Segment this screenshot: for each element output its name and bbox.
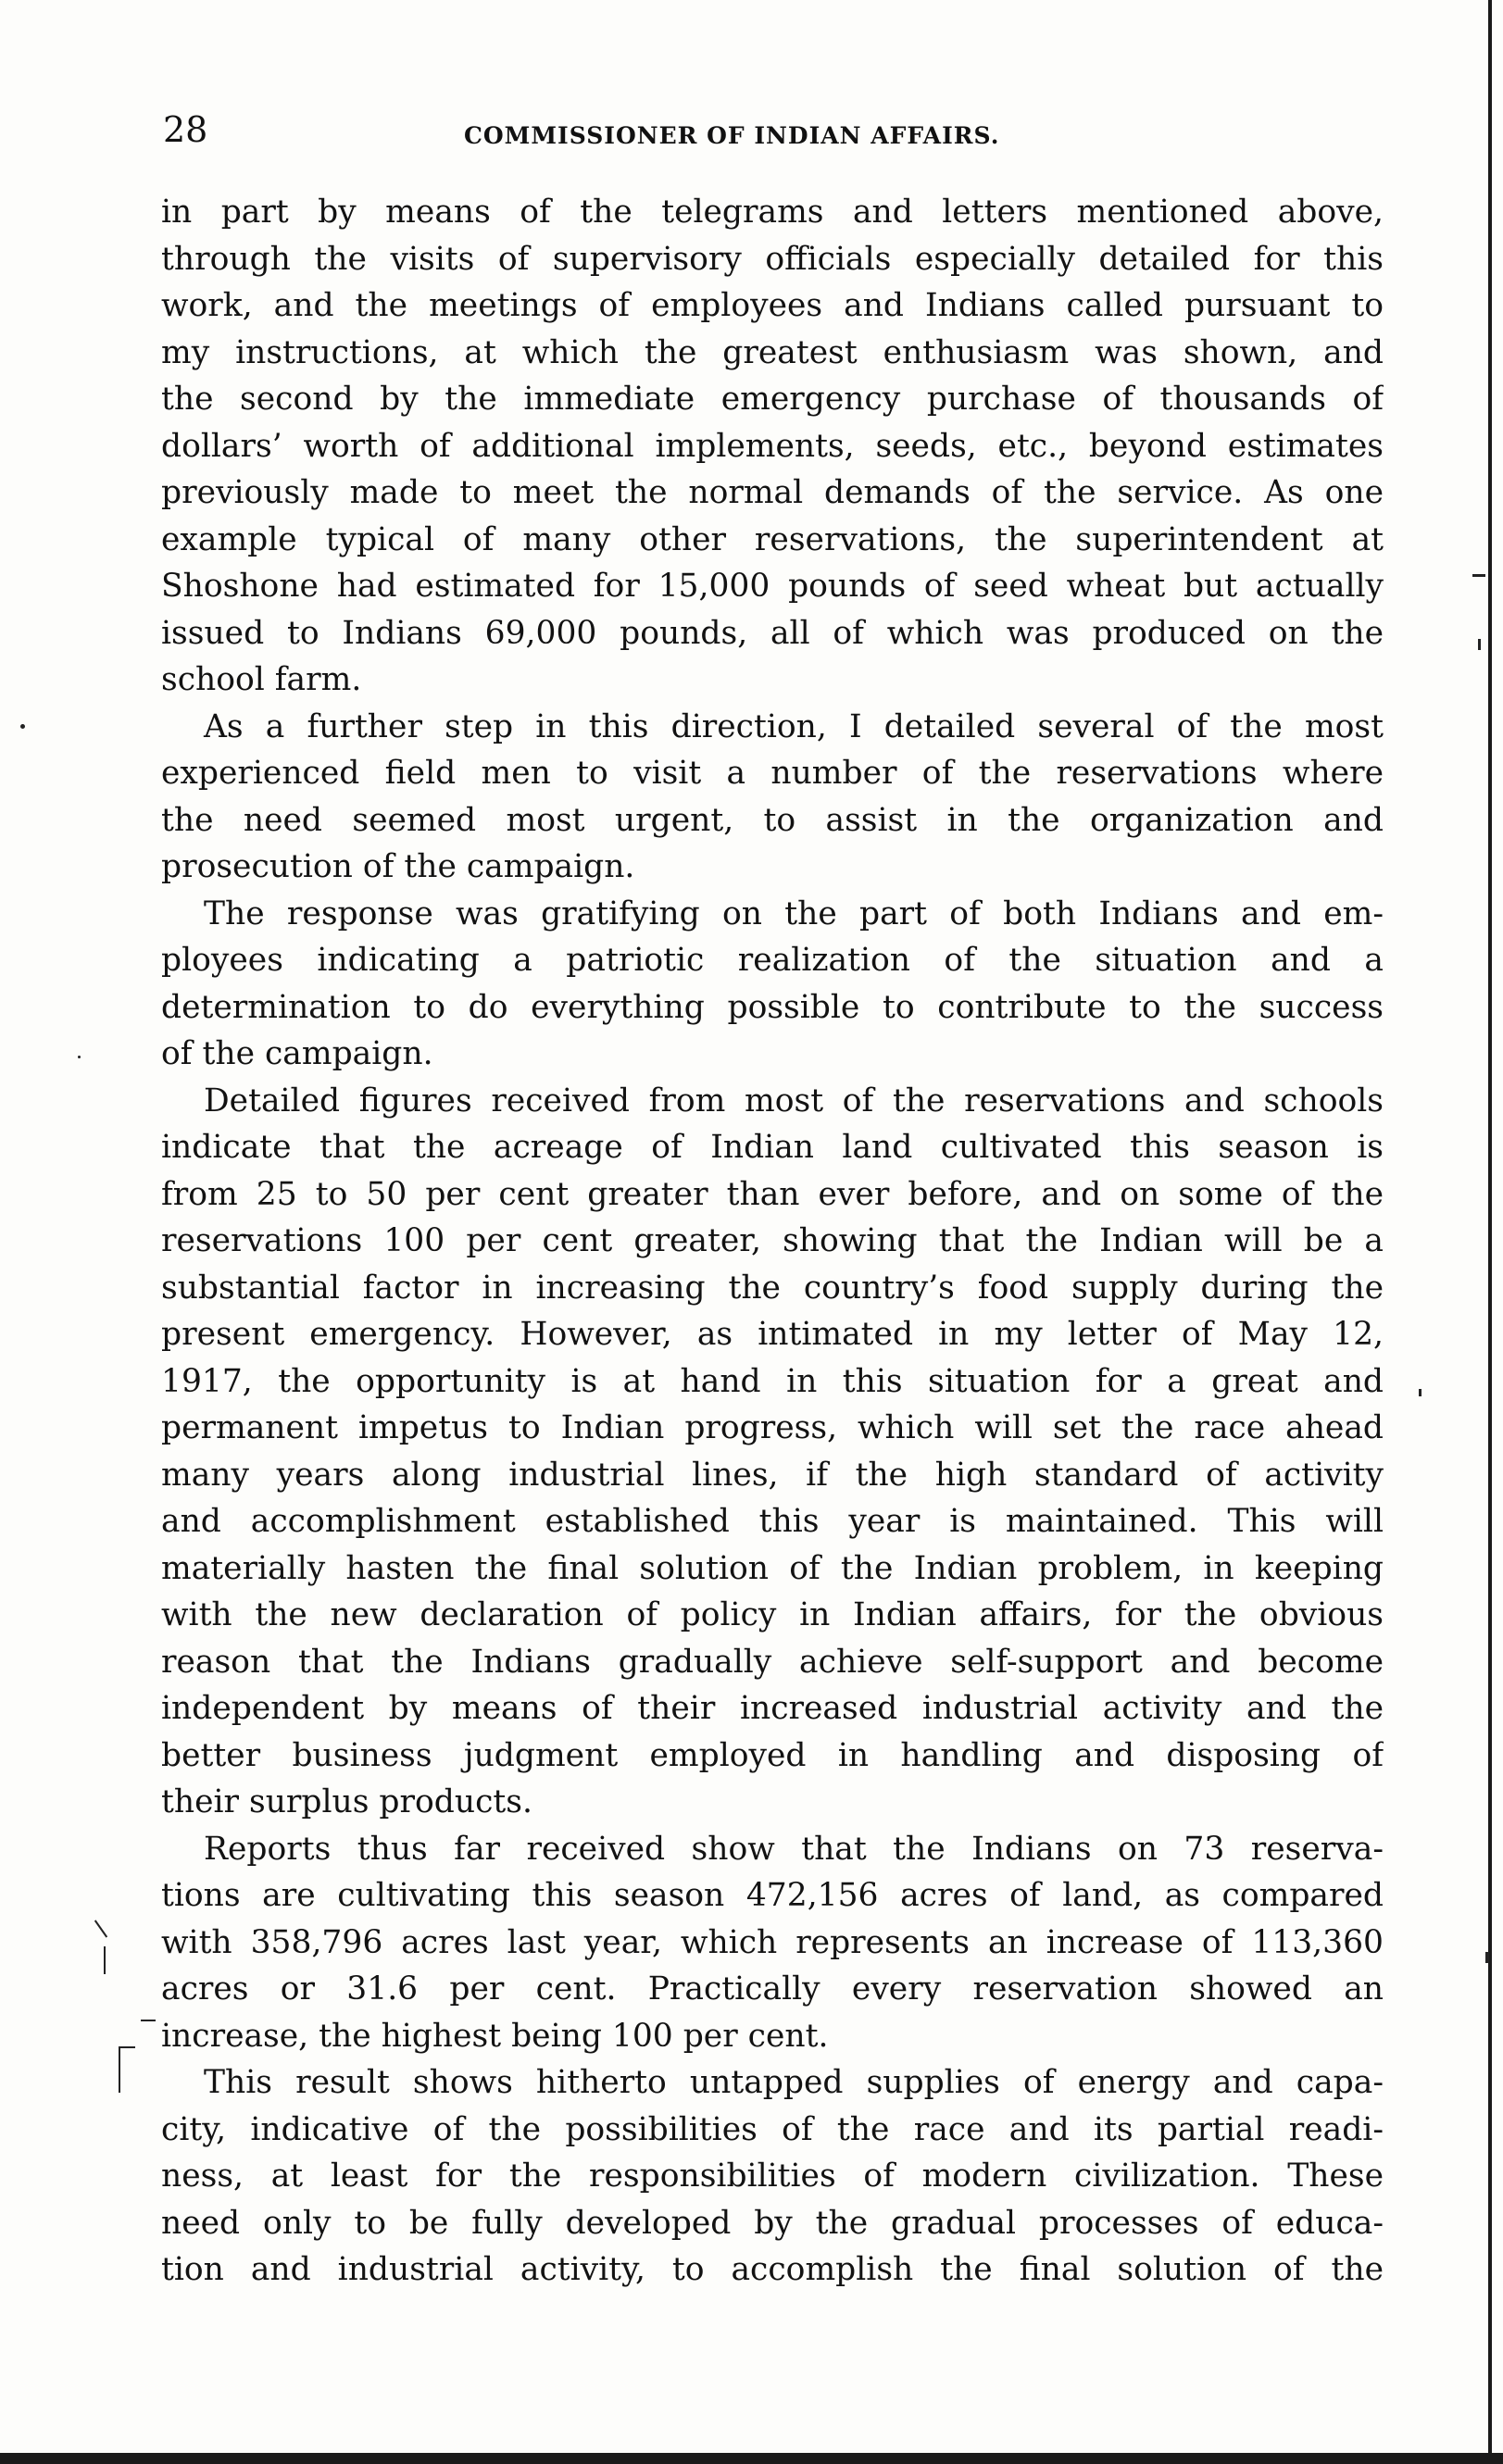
paragraph (161, 704, 1384, 891)
text-line: As a further step in this direction, I detailed several of the most (204, 707, 1384, 745)
text-line: reason that the Indians gradually achieve self-support and become (161, 1643, 1384, 1681)
text-line: experienced field men to visit a number of the reservations where (161, 755, 1384, 792)
paragraph (161, 2059, 1384, 2294)
text-line: dollars’ worth of additional implements, seeds, etc., beyond estimates (161, 427, 1384, 465)
scan-mark (1478, 639, 1481, 650)
scan-mark (119, 2046, 120, 2093)
paragraph (161, 891, 1384, 1078)
text-line: This result shows hitherto untapped supplies of energy and capa- (204, 2064, 1384, 2101)
text-line: in part by means of the telegrams and letters mentioned above, (161, 194, 1384, 231)
text-line: The response was gratifying on the part of both Indians and em- (204, 894, 1384, 932)
text-line: city, indicative of the possibilities of the race and its partial readi- (161, 2110, 1384, 2148)
scan-mark (20, 724, 25, 729)
scan-mark (78, 1056, 81, 1058)
text-line: ness, at least for the responsibilities of modern civilization. These (161, 2158, 1384, 2195)
text-line: present emergency. However, as intimated in my letter of May 12, (161, 1316, 1384, 1353)
scan-mark (104, 1946, 106, 1974)
scan-mark (1472, 574, 1485, 577)
text-line: Shoshone had estimated for 15,000 pounds of seed wheat but actually (161, 568, 1384, 605)
text-line: Detailed figures received from most of the reservations and schools (204, 1082, 1384, 1119)
text-line: reservations 100 per cent greater, showing that the Indian will be a (161, 1222, 1384, 1259)
text-line: better business judgment employed in handling and disposing of (161, 1736, 1384, 1774)
text-line: the need seemed most urgent, to assist in the organization and (161, 801, 1384, 839)
text-line: determination to do everything possible to contribute to the success (161, 988, 1384, 1026)
paragraph (161, 1826, 1384, 2060)
text-line: of the campaign. (161, 1035, 433, 1072)
text-line: Reports thus far received show that the Indians on 73 reserva- (204, 1830, 1384, 1868)
text-line: acres or 31.6 per cent. Practically every reservation showed an (161, 1970, 1384, 2007)
text-line: the second by the immediate emergency purchase of thousands of (161, 381, 1384, 418)
paragraph (161, 189, 1384, 704)
text-line: increase, the highest being 100 per cent. (161, 2017, 829, 2055)
text-line: previously made to meet the normal demands of the service. As one (161, 474, 1384, 511)
page-edge-bottom (0, 2453, 1503, 2464)
text-line: indicate that the acreage of Indian land cultivated this season is (161, 1129, 1384, 1166)
scan-mark (94, 1920, 107, 1937)
text-line: my instructions, at which the greatest enthusiasm was shown, and (161, 333, 1384, 371)
scan-mark (1485, 1952, 1489, 1963)
text-line: and accomplishment established this year is maintained. This will (161, 1503, 1384, 1540)
text-line: through the visits of supervisory officials especially detailed for this (161, 240, 1384, 278)
text-line: prosecution of the campaign. (161, 848, 635, 885)
text-line: school farm. (161, 661, 362, 698)
text-line: example typical of many other reservations, the superintendent at (161, 520, 1384, 558)
page-edge-right (1488, 0, 1492, 2464)
text-line: independent by means of their increased industrial activity and the (161, 1690, 1384, 1727)
scan-mark (1419, 1389, 1422, 1396)
text-line: permanent impetus to Indian progress, which will set the race ahead (161, 1409, 1384, 1446)
text-line: materially hasten the final solution of the Indian problem, in keeping (161, 1549, 1384, 1587)
text-line: from 25 to 50 per cent greater than ever before, and on some of the (161, 1175, 1384, 1213)
paragraph (161, 1078, 1384, 1826)
body-text (161, 189, 1384, 2294)
text-line: issued to Indians 69,000 pounds, all of which was produced on the (161, 614, 1384, 652)
text-line: tion and industrial activity, to accomplish the final solution of the (161, 2251, 1384, 2288)
text-line: substantial factor in increasing the country’s food supply during the (161, 1269, 1384, 1307)
scan-mark (119, 2046, 135, 2048)
text-line: with the new declaration of policy in Indian affairs, for the obvious (161, 1596, 1384, 1633)
page-header (163, 109, 1385, 165)
text-line: with 358,796 acres last year, which represents an increase of 113,360 (161, 1923, 1384, 1961)
text-line: tions are cultivating this season 472,156 acres of land, as compared (161, 1877, 1384, 1914)
text-line: work, and the meetings of employees and Indians called pursuant to (161, 287, 1384, 324)
text-line: ployees indicating a patriotic realization of the situation and a (161, 942, 1384, 979)
running-head: COMMISSIONER OF INDIAN AFFAIRS. (464, 122, 1000, 149)
text-line: need only to be fully developed by the gradual processes of educa- (161, 2204, 1384, 2242)
text-line: their surplus products. (161, 1783, 532, 1820)
page-number: 28 (163, 109, 208, 150)
text-line: 1917, the opportunity is at hand in this situation for a great and (161, 1362, 1384, 1400)
text-line: many years along industrial lines, if the high standard of activity (161, 1456, 1384, 1494)
scan-mark (141, 2020, 156, 2021)
